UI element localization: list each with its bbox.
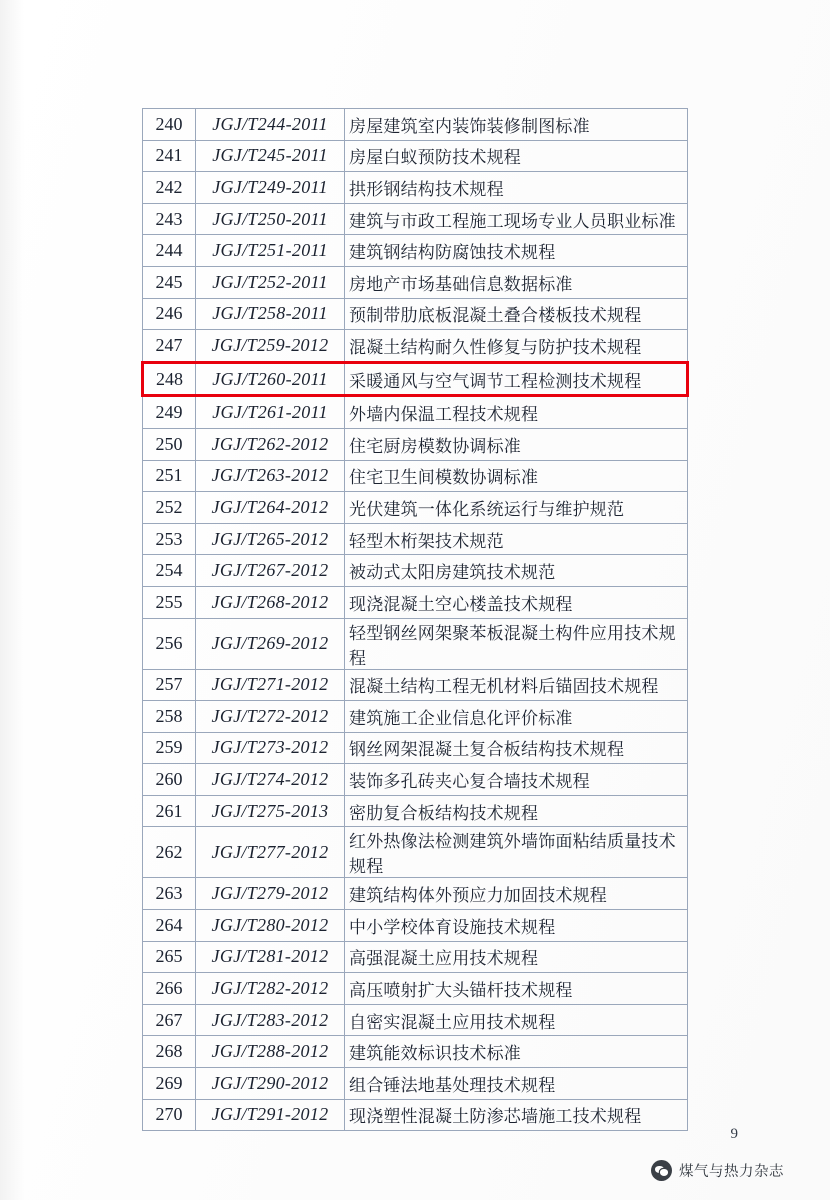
standard-code-cell: JGJ/T263-2012 [196,460,345,492]
table-row [143,827,688,878]
row-index-cell: 252 [143,492,196,524]
row-index-cell: 257 [143,669,196,701]
table-row [143,941,688,973]
row-index-cell: 250 [143,428,196,460]
row-index-cell: 256 [143,618,196,669]
table-row [143,1004,688,1036]
row-index-cell: 263 [143,878,196,910]
row-index-cell: 259 [143,732,196,764]
standard-title-cell: 住宅卫生间模数协调标准 [345,460,688,492]
standard-title-cell: 混凝土结构耐久性修复与防护技术规程 [345,330,688,363]
standard-title-cell: 采暖通风与空气调节工程检测技术规程 [345,362,688,396]
standards-table-body [143,109,688,1131]
standard-code-cell: JGJ/T265-2012 [196,523,345,555]
standard-code-cell: JGJ/T250-2011 [196,203,345,235]
standard-code-cell: JGJ/T259-2012 [196,330,345,363]
standard-code-cell: JGJ/T260-2011 [196,362,345,396]
standard-title-cell: 钢丝网架混凝土复合板结构技术规程 [345,732,688,764]
row-index-cell: 251 [143,460,196,492]
standards-table [141,108,689,1131]
table-row [143,1068,688,1100]
standard-title-cell: 红外热像法检测建筑外墙饰面粘结质量技术规程 [345,827,688,878]
standard-code-cell: JGJ/T274-2012 [196,764,345,796]
table-row [143,795,688,827]
row-index-cell: 262 [143,827,196,878]
standard-title-cell: 装饰多孔砖夹心复合墙技术规程 [345,764,688,796]
row-index-cell: 269 [143,1068,196,1100]
standard-code-cell: JGJ/T269-2012 [196,618,345,669]
standard-title-cell: 拱形钢结构技术规程 [345,172,688,204]
table-row [143,1099,688,1131]
standard-title-cell: 建筑钢结构防腐蚀技术规程 [345,235,688,267]
standard-title-cell: 轻型木桁架技术规范 [345,523,688,555]
standard-title-cell: 预制带肋底板混凝土叠合楼板技术规程 [345,298,688,330]
table-row [143,109,688,141]
standard-title-cell: 建筑施工企业信息化评价标准 [345,701,688,733]
table-row [143,235,688,267]
row-index-cell: 248 [143,362,196,396]
table-row [143,298,688,330]
standard-code-cell: JGJ/T272-2012 [196,701,345,733]
table-row [143,764,688,796]
standard-title-cell: 现浇塑性混凝土防渗芯墙施工技术规程 [345,1099,688,1131]
standard-code-cell: JGJ/T268-2012 [196,586,345,618]
standard-code-cell: JGJ/T258-2011 [196,298,345,330]
row-index-cell: 264 [143,910,196,942]
table-row [143,555,688,587]
standard-code-cell: JGJ/T288-2012 [196,1036,345,1068]
row-index-cell: 268 [143,1036,196,1068]
row-index-cell: 240 [143,109,196,141]
standard-title-cell: 自密实混凝土应用技术规程 [345,1004,688,1036]
table-row [143,428,688,460]
standard-code-cell: JGJ/T279-2012 [196,878,345,910]
scan-edge-shadow [0,0,24,1200]
standard-title-cell: 现浇混凝土空心楼盖技术规程 [345,586,688,618]
standard-code-cell: JGJ/T261-2011 [196,396,345,429]
standard-code-cell: JGJ/T283-2012 [196,1004,345,1036]
row-index-cell: 255 [143,586,196,618]
table-row [143,732,688,764]
standard-code-cell: JGJ/T282-2012 [196,973,345,1005]
standard-title-cell: 密肋复合板结构技术规程 [345,795,688,827]
row-index-cell: 247 [143,330,196,363]
standard-title-cell: 光伏建筑一体化系统运行与维护规范 [345,492,688,524]
standard-code-cell: JGJ/T273-2012 [196,732,345,764]
row-index-cell: 244 [143,235,196,267]
table-row [143,701,688,733]
standard-title-cell: 建筑结构体外预应力加固技术规程 [345,878,688,910]
row-index-cell: 265 [143,941,196,973]
table-row [143,203,688,235]
standard-code-cell: JGJ/T267-2012 [196,555,345,587]
standard-code-cell: JGJ/T275-2013 [196,795,345,827]
standard-code-cell: JGJ/T262-2012 [196,428,345,460]
row-index-cell: 246 [143,298,196,330]
standard-title-cell: 房屋白蚁预防技术规程 [345,140,688,172]
row-index-cell: 270 [143,1099,196,1131]
row-index-cell: 261 [143,795,196,827]
standard-code-cell: JGJ/T249-2011 [196,172,345,204]
table-row [143,669,688,701]
table-row [143,973,688,1005]
row-index-cell: 260 [143,764,196,796]
standard-title-cell: 混凝土结构工程无机材料后锚固技术规程 [345,669,688,701]
row-index-cell: 241 [143,140,196,172]
table-row [143,1036,688,1068]
footer-brand [651,1160,784,1181]
row-index-cell: 258 [143,701,196,733]
standard-title-cell: 被动式太阳房建筑技术规范 [345,555,688,587]
row-index-cell: 267 [143,1004,196,1036]
standard-title-cell: 外墙内保温工程技术规程 [345,396,688,429]
standard-title-cell: 中小学校体育设施技术规程 [345,910,688,942]
standard-code-cell: JGJ/T277-2012 [196,827,345,878]
standard-title-cell: 建筑能效标识技术标准 [345,1036,688,1068]
table-row [143,910,688,942]
table-row [143,460,688,492]
row-index-cell: 242 [143,172,196,204]
row-index-cell: 249 [143,396,196,429]
standard-code-cell: JGJ/T245-2011 [196,140,345,172]
footer-brand-label: 煤气与热力杂志 [679,1164,784,1180]
table-row [143,523,688,555]
standard-title-cell: 住宅厨房模数协调标准 [345,428,688,460]
page-number: 9 [730,1126,738,1142]
row-index-cell: 245 [143,266,196,298]
table-row [143,362,688,396]
standard-code-cell: JGJ/T244-2011 [196,109,345,141]
standard-code-cell: JGJ/T281-2012 [196,941,345,973]
table-row [143,140,688,172]
standard-code-cell: JGJ/T280-2012 [196,910,345,942]
standard-title-cell: 轻型钢丝网架聚苯板混凝土构件应用技术规程 [345,618,688,669]
standards-table-container [141,108,689,1131]
standard-title-cell: 高压喷射扩大头锚杆技术规程 [345,973,688,1005]
table-row [143,172,688,204]
standard-code-cell: JGJ/T290-2012 [196,1068,345,1100]
table-row [143,492,688,524]
row-index-cell: 243 [143,203,196,235]
table-row [143,330,688,363]
table-row [143,618,688,669]
table-row [143,266,688,298]
standard-code-cell: JGJ/T264-2012 [196,492,345,524]
row-index-cell: 266 [143,973,196,1005]
standard-title-cell: 建筑与市政工程施工现场专业人员职业标准 [345,203,688,235]
standard-code-cell: JGJ/T291-2012 [196,1099,345,1131]
row-index-cell: 253 [143,523,196,555]
standard-code-cell: JGJ/T271-2012 [196,669,345,701]
table-row [143,878,688,910]
standard-title-cell: 房屋建筑室内装饰装修制图标准 [345,109,688,141]
standard-code-cell: JGJ/T252-2011 [196,266,345,298]
standard-title-cell: 房地产市场基础信息数据标准 [345,266,688,298]
standard-title-cell: 组合锤法地基处理技术规程 [345,1068,688,1100]
standard-title-cell: 高强混凝土应用技术规程 [345,941,688,973]
table-row [143,396,688,429]
table-row [143,586,688,618]
standard-code-cell: JGJ/T251-2011 [196,235,345,267]
row-index-cell: 254 [143,555,196,587]
wechat-icon [651,1160,672,1181]
